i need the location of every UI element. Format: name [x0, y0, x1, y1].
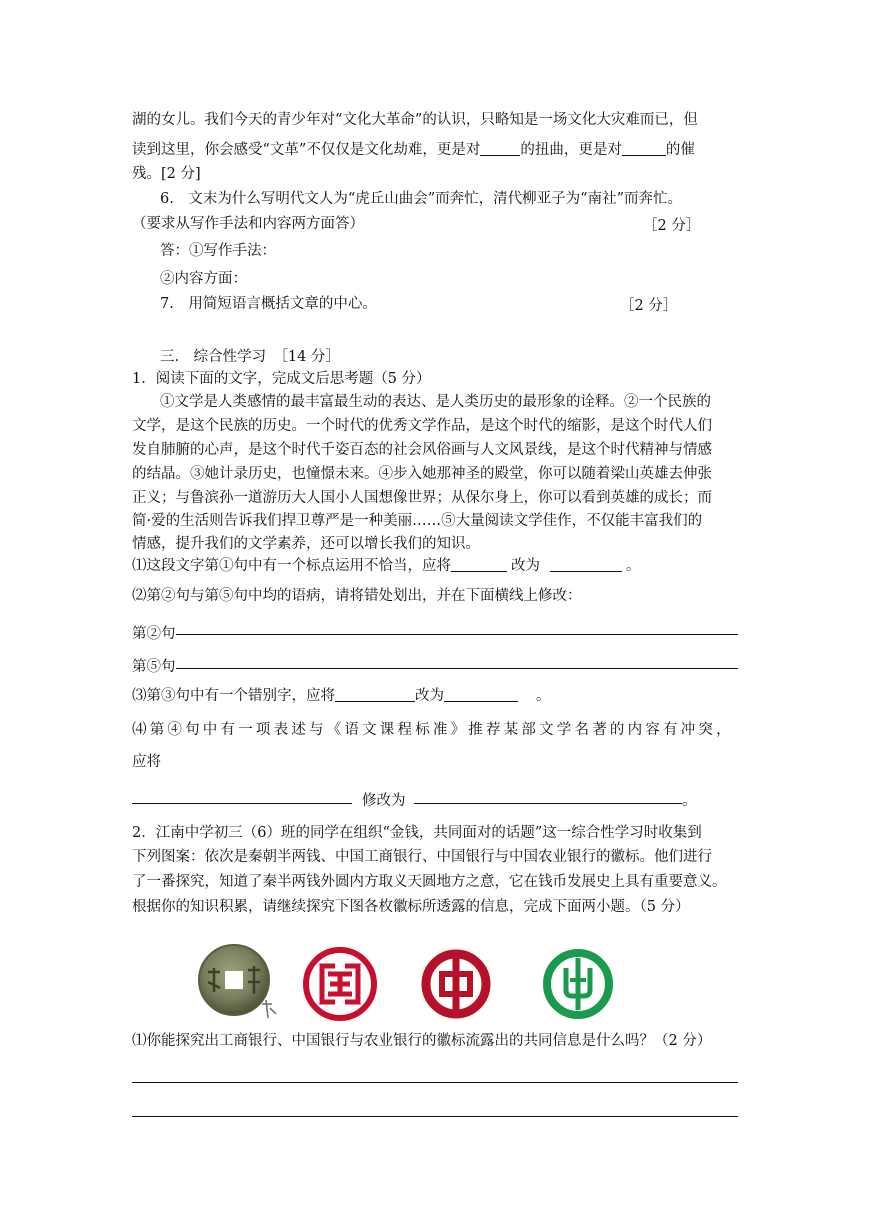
question-6: 6. 文末为什么写明代文人为“虎丘山曲会”而奔忙，清代柳亚子为“南社”而奔忙。: [160, 191, 682, 207]
ban-liang-coin-icon: [196, 942, 280, 1022]
answer-blank[interactable]: [451, 557, 507, 572]
passage-line: 的结晶。③她计录历史，也憧憬未来。④步入她那神圣的殿堂，你可以随着梁山英雄去伸张: [132, 466, 712, 482]
text-segment: ⑴这段文字第①句中有一个标点运用不恰当，应将: [132, 558, 451, 574]
score: ［2 分］: [620, 298, 678, 314]
text-line: 残。[2 分]: [132, 166, 201, 182]
answer-label: ②内容方面：: [160, 271, 247, 287]
section-title: 三. 综合性学习 ［14 分］: [160, 349, 340, 365]
subquestion-4-cont: 应将: [132, 754, 161, 770]
answer-line[interactable]: [414, 803, 682, 804]
question-7: 7. 用简短语言概括文章的中心。: [160, 296, 377, 312]
answer-blank[interactable]: [622, 141, 666, 156]
text-line: 湖的女儿。我们今天的青少年对“文化大革命”的认识，只略知是一场文化大灾难而已，但: [132, 112, 698, 128]
answer-label: 答：①写作手法：: [160, 243, 276, 259]
item2-line: 2．江南中学初三（6）班的同学在组织“金钱，共同面对的话题”这一综合性学习时收集到: [132, 825, 702, 841]
answer-blank[interactable]: [550, 557, 622, 572]
item2-line: 根据你的知识积累，请继续探究下图各枚徽标所透露的信息，完成下面两小题。（5 分）: [132, 899, 690, 915]
text-segment: 。: [682, 793, 697, 809]
text-segment: 改为: [511, 558, 540, 574]
passage-line: ①文学是人类感情的最丰富最生动的表达、是人类历史的最形象的诠释。②一个民族的: [160, 394, 711, 410]
item2-line: 下列图案：依次是秦朝半两钱、中国工商银行、中国银行与中国农业银行的徽标。他们进行: [132, 849, 712, 865]
text-segment: 修改为: [362, 793, 406, 809]
answer-blank[interactable]: [444, 687, 518, 702]
question-6-note: （要求从写作手法和内容两方面答）: [132, 216, 364, 232]
item2-line: 了一番探究，知道了秦半两钱外圆内方取义天圆地方之意，它在钱币发展史上具有重要意义。: [132, 874, 727, 890]
text-segment: 读到这里，你会感受“文革”不仅仅是文化劫难，更是对: [132, 142, 481, 158]
text-segment: 的催: [665, 142, 695, 158]
row-label: 第⑤句: [132, 659, 176, 675]
subquestion-4: ⑷第④句中有一项表述与《语文课程标准》推荐某部文学名著的内容有冲突，: [132, 722, 734, 738]
answer-line[interactable]: [176, 668, 738, 669]
text-segment: 。: [536, 688, 551, 704]
item2-question-1: ⑴你能探究出工商银行、中国银行与农业银行的徽标流露出的共同信息是什么吗？（2 分）: [132, 1033, 712, 1049]
text-segment: 。: [626, 558, 641, 574]
answer-blank[interactable]: [335, 687, 415, 702]
passage-line: 文学，是这个民族的历史。一个时代的优秀文学作品，是这个时代的缩影，是这个时代人们: [132, 418, 712, 434]
text-segment: 的扭曲，更是对: [520, 142, 622, 158]
passage-line: 正义；与鲁滨孙一道游历大人国小人国想像世界；从保尔身上，你可以看到英雄的成长；而: [132, 490, 712, 506]
agricultural-bank-logo-icon: [540, 946, 616, 1022]
subquestion-1: [132, 556, 738, 576]
icbc-logo-icon: [302, 946, 378, 1022]
subquestion-3: [132, 686, 738, 706]
text-segment: ⑶第③句中有一个错别字，应将: [132, 688, 335, 704]
score: ［2 分］: [643, 218, 701, 234]
row-label: 第②句: [132, 626, 176, 642]
passage-line: 发自肺腑的心声，是这个时代千姿百态的社会风俗画与人文风景线，是这个时代精神与情感: [132, 442, 712, 458]
item-heading: 1．阅读下面的文字，完成文后思考题（5 分）: [132, 371, 431, 387]
answer-line[interactable]: [132, 1082, 738, 1083]
text-line: [132, 140, 738, 160]
answer-line[interactable]: [132, 803, 352, 804]
answer-line[interactable]: [176, 634, 738, 635]
subquestion-2: ⑵第②句与第⑤句中均的语病，请将错处划出，并在下面横线上修改：: [132, 588, 582, 604]
bank-of-china-logo-icon: [418, 946, 494, 1022]
passage-line: 情感，提升我们的文学素养，还可以增长我们的知识。: [132, 536, 480, 552]
passage-line: 简·爱的生活则告诉我们捍卫尊严是一种美丽……⑤大量阅读文学佳作，不仅能丰富我们的: [132, 513, 703, 529]
answer-line[interactable]: [132, 1116, 738, 1117]
answer-blank[interactable]: [480, 141, 520, 156]
text-segment: 改为: [415, 688, 444, 704]
